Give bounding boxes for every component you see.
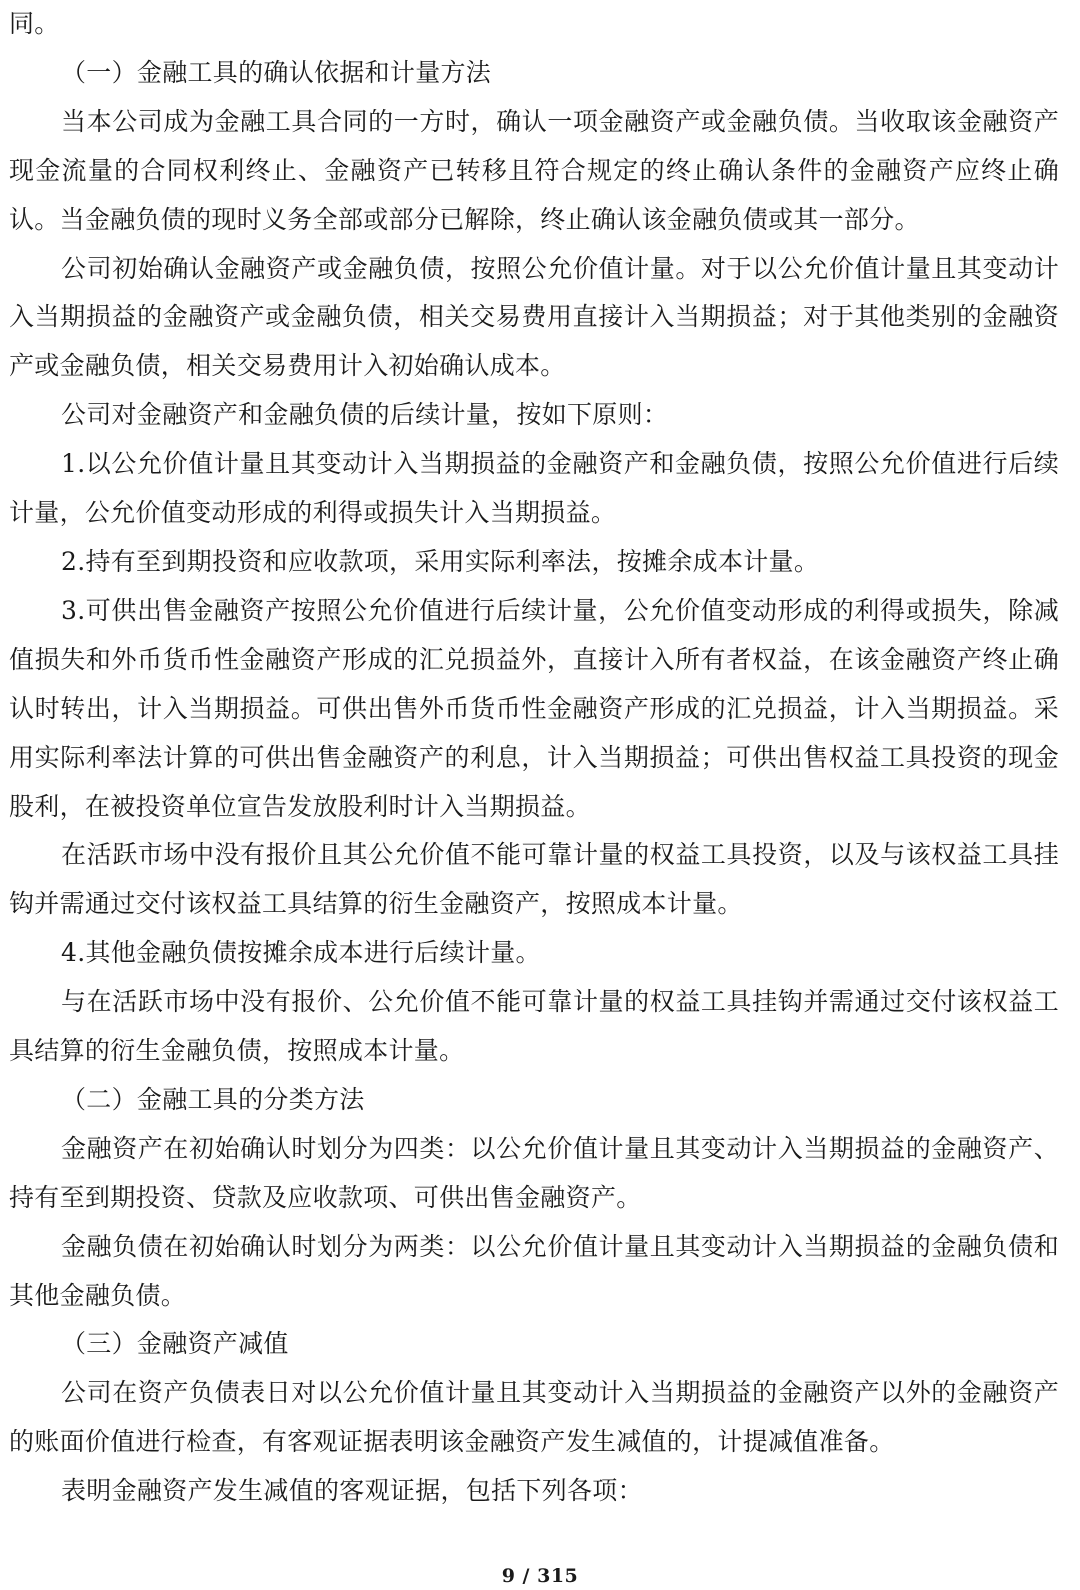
paragraph-equity-investments: 在活跃市场中没有报价且其公允价值不能可靠计量的权益工具投资，以及与该权益工具挂钩并需通过交付该权益工具结算的衍生金融资产，按照成本计量。	[9, 840, 1059, 919]
paragraph-impairment-evidence: 表明金融资产发生减值的客观证据，包括下列各项：	[61, 1476, 643, 1506]
list-item-2: 2.持有至到期投资和应收款项，采用实际利率法，按摊余成本计量。	[61, 546, 820, 576]
page-number: 9 / 315	[501, 1565, 579, 1587]
paragraph-initial-measurement: 公司初始确认金融资产或金融负债，按照公允价值计量。对于以公允价值计量且其变动计入当期损益的金融资产或金融负债，相关交易费用直接计入当期损益；对于其他类别的金融资产或金融负债，相关交易费用计入初始确认成本。	[9, 253, 1059, 381]
list-item-3: 3.可供出售金融资产按照公允价值进行后续计量，公允价值变动形成的利得或损失，除减值损失和外币货币性金融资产形成的汇兑损益外，直接计入所有者权益，在该金融资产终止确认时转出，计入当期损益。可供出售外币货币性金融资产形成的汇兑损益，计入当期损益。采用实际利率法计算的可供出售金融资产的利息，计入当期损益；可供出售权益工具投资的现金股利，在被投资单位宣告发放股利时计入当期损益。	[9, 595, 1059, 821]
paragraph-impairment: 公司在资产负债表日对以公允价值计量且其变动计入当期损益的金融资产以外的金融资产的账面价值进行检查，有客观证据表明该金融资产发生减值的，计提减值准备。	[9, 1378, 1059, 1457]
document-body	[9, 0, 1059, 1516]
section-heading-1: （一）金融工具的确认依据和计量方法	[61, 57, 492, 87]
paragraph-liability-classification: 金融负债在初始确认时划分为两类：以公允价值计量且其变动计入当期损益的金融负债和其他金融负债。	[9, 1231, 1059, 1310]
paragraph-continuation: 同。	[9, 9, 60, 38]
paragraph-derivative-liabilities: 与在活跃市场中没有报价、公允价值不能可靠计量的权益工具挂钩并需通过交付该权益工具结算的衍生金融负债，按照成本计量。	[9, 987, 1059, 1066]
list-item-1: 1.以公允价值计量且其变动计入当期损益的金融资产和金融负债，按照公允价值进行后续计量，公允价值变动形成的利得或损失计入当期损益。	[9, 449, 1059, 528]
section-heading-2: （二）金融工具的分类方法	[61, 1084, 365, 1114]
section-heading-3: （三）金融资产减值	[61, 1329, 289, 1359]
paragraph-asset-classification: 金融资产在初始确认时划分为四类：以公允价值计量且其变动计入当期损益的金融资产、持有至到期投资、贷款及应收款项、可供出售金融资产。	[9, 1133, 1059, 1212]
paragraph-recognition: 当本公司成为金融工具合同的一方时，确认一项金融资产或金融负债。当收取该金融资产现金流量的合同权利终止、金融资产已转移且符合规定的终止确认条件的金融资产应终止确认。当金融负债的现时义务全部或部分已解除，终止确认该金融负债或其一部分。	[9, 106, 1059, 234]
list-item-4: 4.其他金融负债按摊余成本进行后续计量。	[61, 938, 541, 968]
paragraph-subsequent-measurement-intro: 公司对金融资产和金融负债的后续计量，按如下原则：	[61, 400, 669, 430]
